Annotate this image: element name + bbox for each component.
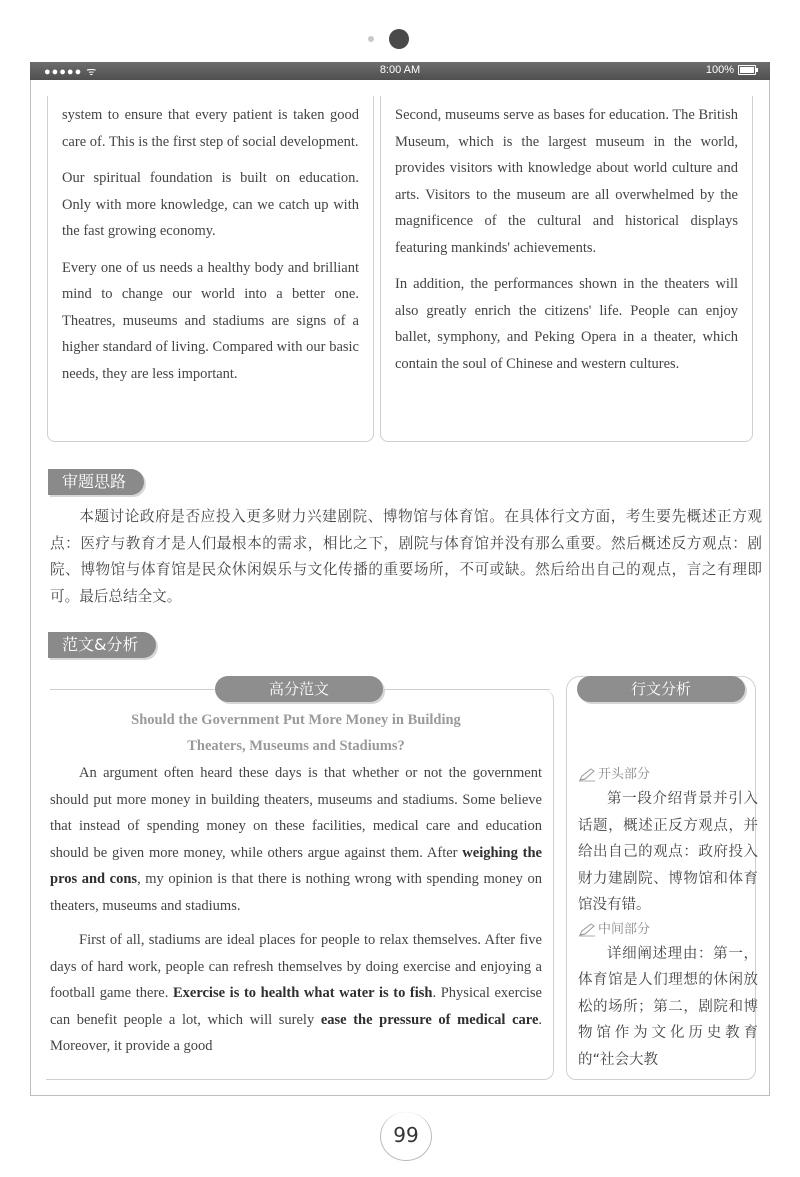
approach-paragraph: 本题讨论政府是否应投入更多财力兴建剧院、博物馆与体育馆。在具体行文方面，考生要先概述正方观点：医疗与教育才是人们最根本的需求，相比之下，剧院与体育馆并没有那么重要。然后概述反方观点：剧院、博物馆与体育馆是民众休闲娱乐与文化传播的重要场所，不可或缺。然后给出自己的观点，言之有理即可。最后总结全文。 [50, 508, 762, 605]
essay-p2-text-e: . Moreover, it provide a good [50, 1011, 542, 1054]
essay-paragraph-2 [50, 927, 542, 1060]
essay-p2-bold-phrase-2: ease the pressure of medical care [320, 1011, 539, 1028]
analysis-text-opening: 第一段介绍背景并引入话题，概述正反方观点，并给出自己的观点：政府投入财力建剧院、博物馆和体育馆没有错。 [578, 791, 758, 913]
camera-lens [389, 29, 409, 49]
essay-content [50, 707, 542, 1060]
right-paragraph-1: Second, museums serve as bases for education. The British Museum, which is the largest museum in the world, provides visitors with knowledge about world culture and arts. Visitors to the museum are all overwhelmed by the magnificence of the cultural and historical displays featuring mankinds' achievements. [395, 107, 738, 256]
pencil-icon [578, 923, 596, 937]
analysis-text-middle: 详细阐述理由：第一，体育馆是人们理想的休闲放松的场所；第二，剧院和博物馆作为文化历史教育的“社会大教 [578, 945, 758, 1068]
pencil-icon [578, 768, 596, 782]
right-text-box [380, 96, 753, 442]
essay-paragraph-1 [50, 760, 542, 919]
left-paragraph-1: system to ensure that every patient is taken good care of. This is the first step of social development. [62, 107, 359, 150]
essay-p1-bold-phrase: weighing the pros and cons [50, 844, 542, 887]
camera-sensor-dot [368, 36, 374, 42]
left-text-box [47, 96, 374, 442]
battery-percent: 100% [705, 64, 734, 76]
analysis-content [578, 764, 758, 1073]
essay-pill-label: 高分范文 [215, 676, 383, 702]
left-paragraph-2: Our spiritual foundation is built on education. Only with more knowledge, can we catch up with the fast growing economy. [62, 170, 359, 239]
analysis-label-middle-text: 中间部分 [598, 921, 651, 937]
page-number: 99 [380, 1112, 432, 1161]
frame-right-border [769, 80, 770, 1096]
frame-bottom-border [30, 1095, 770, 1096]
left-paragraph-3: Every one of us needs a healthy body and brilliant mind to change our world into a better one. Theatres, museums and stadiums are signs of a higher standard of living. Compared with our basic needs, they are less important. [62, 259, 359, 382]
clock: 8:00 AM [379, 64, 421, 76]
analysis-label-middle [578, 919, 758, 941]
frame-left-border [30, 80, 31, 1096]
section-heading-model-essay: 范文&分析 [48, 632, 156, 658]
analysis-pill-label: 行文分析 [577, 676, 745, 702]
signal-indicator: ●●●●● ᯤ [44, 66, 98, 78]
right-paragraph-2: In addition, the performances shown in the theaters will also greatly enrich the citizens' life. People can enjoy ballet, symphony, and Peking Opera in a theater, which contain the soul of Chinese and western cultures. [395, 276, 738, 372]
essay-title-line-1: Should the Government Put More Money in Building [131, 712, 461, 728]
battery-icon [738, 65, 756, 75]
analysis-label-opening [578, 764, 758, 786]
essay-p1-text-c: , my opinion is that there is nothing wrong with spending money on theaters, museums and stadiums. [50, 871, 542, 914]
battery-status [706, 64, 756, 76]
essay-p2-text-c: . Physical exercise can benefit people a lot, which will surely [50, 985, 542, 1028]
essay-p2-bold-phrase-1: Exercise is to health what water is to fish [172, 985, 433, 1001]
essay-p2-text-a: First of all, stadiums are ideal places for people to relax themselves. After five days of hard work, people can refresh themselves by doing exercise and enjoying a football game there. [50, 932, 542, 1001]
approach-text-block [50, 504, 762, 610]
essay-p1-text-a: An argument often heard these days is that whether or not the government should put more money in building theaters, museums and stadiums. Some believe that instead of spending money on these facilities, medical care and education should be given more money, while others argue against them. After [50, 765, 542, 861]
analysis-label-opening-text: 开头部分 [598, 767, 651, 782]
status-bar [30, 62, 770, 80]
section-heading-analysis-approach: 审题思路 [48, 469, 144, 495]
essay-title-line-2: Theaters, Museums and Stadiums? [187, 738, 405, 754]
